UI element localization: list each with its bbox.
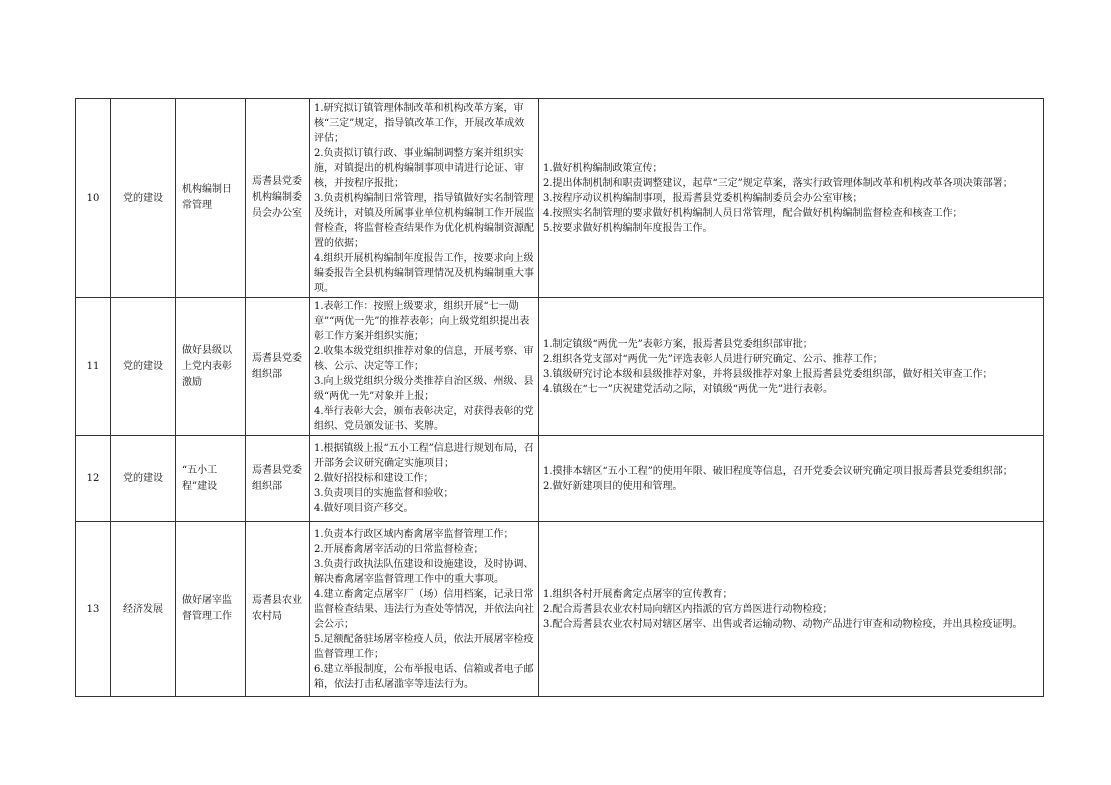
duty-line: 2.收集本级党组织推荐对象的信息，开展考察、审核、公示、决定等工作；: [314, 346, 534, 372]
duty-line: 3.负责机构编制日常管理，指导镇做好实名制管理及统计，对镇及所属事业单位机构编制工作开展监督检查，将监督检查结果作为优化机构编制资源配置的依据；: [314, 192, 534, 249]
duty-line: 6.建立举报制度，公布举报电话、信箱或者电子邮箱，依法打击私屠滥宰等违法行为。: [314, 663, 534, 690]
row-number: 11: [76, 298, 111, 436]
duty-line: 3.按程序动议机构编制事项，报焉耆县党委机构编制委员会办公室审核；: [543, 192, 863, 204]
table-row: [76, 436, 1044, 522]
duty-line: 4.组织开展机构编制年度报告工作，按要求向上级编委报告全县机构编制管理情况及机构编制重大事项。: [314, 252, 534, 294]
category-cell: 经济发展: [111, 522, 176, 697]
duty-line: 3.配合焉耆县农业农村局对辖区屠宰、出售或者运输动物、动物产品进行审查和动物检疫，并出具检疫证明。: [543, 618, 1023, 630]
duty-line: 1.表彰工作：按照上级要求，组织开展“七一勋章”“两优一先”的推荐表彰；向上级党组织提出表彰工作方案并组织实施；: [314, 301, 530, 342]
duty-line: 3.镇级研究讨论本级和县级推荐对象，并将县级推荐对象上报焉耆县党委组织部，做好相关审查工作；: [543, 368, 993, 380]
item-cell: 机构编制日常管理: [176, 99, 246, 298]
item-cell: 做好屠宰监督管理工作: [176, 522, 246, 697]
duty-line: 3.向上级党组织分级分类推荐自治区级、州级、县级“两优一先”对象并上报；: [314, 376, 534, 402]
row-number: 12: [76, 436, 111, 522]
town-duties-cell: [539, 522, 1044, 697]
department-cell: 焉耆县党委组织部: [246, 298, 310, 436]
duty-line: 1.制定镇级“两优一先”表彰方案，报焉耆县党委组织部审批；: [543, 338, 813, 350]
category-cell: 党的建设: [111, 99, 176, 298]
table-row: [76, 522, 1044, 697]
responsibility-table: [75, 98, 1044, 697]
duty-line: 4.举行表彰大会，颁布表彰决定，对获得表彰的党组织、党员颁发证书、奖牌。: [314, 406, 534, 432]
duty-line: 1.研究拟订镇管理体制改革和机构改革方案，审核“三定”规定，指导镇改革工作，开展改革成效评估；: [314, 102, 525, 144]
duty-line: 5.足额配备驻场屠宰检疫人员，依法开展屠宰检疫监督管理工作；: [314, 633, 534, 660]
duty-line: 1.摸排本辖区“五小工程”的使用年限、破旧程度等信息，召开党委会议研究确定项目报焉耆县党委组织部；: [543, 465, 1013, 477]
category-cell: 党的建设: [111, 436, 176, 522]
duty-line: 2.做好招投标和建设工作；: [314, 473, 434, 484]
row-number: 13: [76, 522, 111, 697]
row-number: 10: [76, 99, 111, 298]
duty-line: 2.负责拟订镇行政、事业编制调整方案并组织实施，对镇提出的机构编制事项申请进行论证、审核，并按程序报批；: [314, 147, 524, 189]
duty-line: 4.做好项目资产移交。: [314, 503, 414, 514]
county-duties-cell: [310, 298, 539, 436]
department-cell: 焉耆县党委组织部: [246, 436, 310, 522]
duty-line: 3.负责项目的实施监督和验收；: [314, 488, 454, 499]
county-duties-cell: [310, 436, 539, 522]
duty-line: 5.按要求做好机构编制年度报告工作。: [543, 222, 713, 234]
duty-line: 3.负责行政执法队伍建设和设施建设，及时协调、解决畜禽屠宰监督管理工作中的重大事项。: [314, 558, 534, 585]
duty-line: 4.按照实名制管理的要求做好机构编制人员日常管理，配合做好机构编制监督检查和核查工作；: [543, 207, 963, 219]
duty-line: 2.提出体制机制和职责调整建议，起草“三定”规定草案，落实行政管理体制改革和机构改革各项决策部署；: [543, 177, 1013, 189]
table-row: [76, 298, 1044, 436]
department-cell: 焉耆县党委机构编制委员会办公室: [246, 99, 310, 298]
duty-line: 2.组织各党支部对“两优一先”评选表彰人员进行研究确定、公示、推荐工作；: [543, 353, 883, 365]
item-cell: “五小工程”建设: [176, 436, 246, 522]
duty-line: 1.根据镇级上报“五小工程”信息进行规划布局，召开部务会议研究确定实施项目；: [314, 443, 534, 469]
town-duties-cell: [539, 99, 1044, 298]
duty-line: 1.负责本行政区域内畜禽屠宰监督管理工作；: [314, 528, 514, 540]
department-cell: 焉耆县农业农村局: [246, 522, 310, 697]
duty-line: 1.组织各村开展畜禽定点屠宰的宣传教育；: [543, 588, 733, 600]
duty-line: 4.镇级在“七一”庆祝建党活动之际，对镇级“两优一先”进行表彰。: [543, 383, 833, 395]
duty-line: 2.做好新建项目的使用和管理。: [543, 480, 683, 492]
table-row: [76, 99, 1044, 298]
duty-line: 4.建立畜禽定点屠宰厂（场）信用档案，记录日常监督检查结果、违法行为查处等情况，并依法向社会公示；: [314, 588, 534, 630]
town-duties-cell: [539, 298, 1044, 436]
category-cell: 党的建设: [111, 298, 176, 436]
town-duties-cell: [539, 436, 1044, 522]
duty-line: 2.开展畜禽屠宰活动的日常监督检查；: [314, 543, 484, 555]
item-cell: 做好县级以上党内表彰激励: [176, 298, 246, 436]
duty-line: 1.做好机构编制政策宣传；: [543, 162, 663, 174]
county-duties-cell: [310, 522, 539, 697]
county-duties-cell: [310, 99, 539, 298]
duty-line: 2.配合焉耆县农业农村局向辖区内指派的官方兽医进行动物检疫；: [543, 603, 833, 615]
